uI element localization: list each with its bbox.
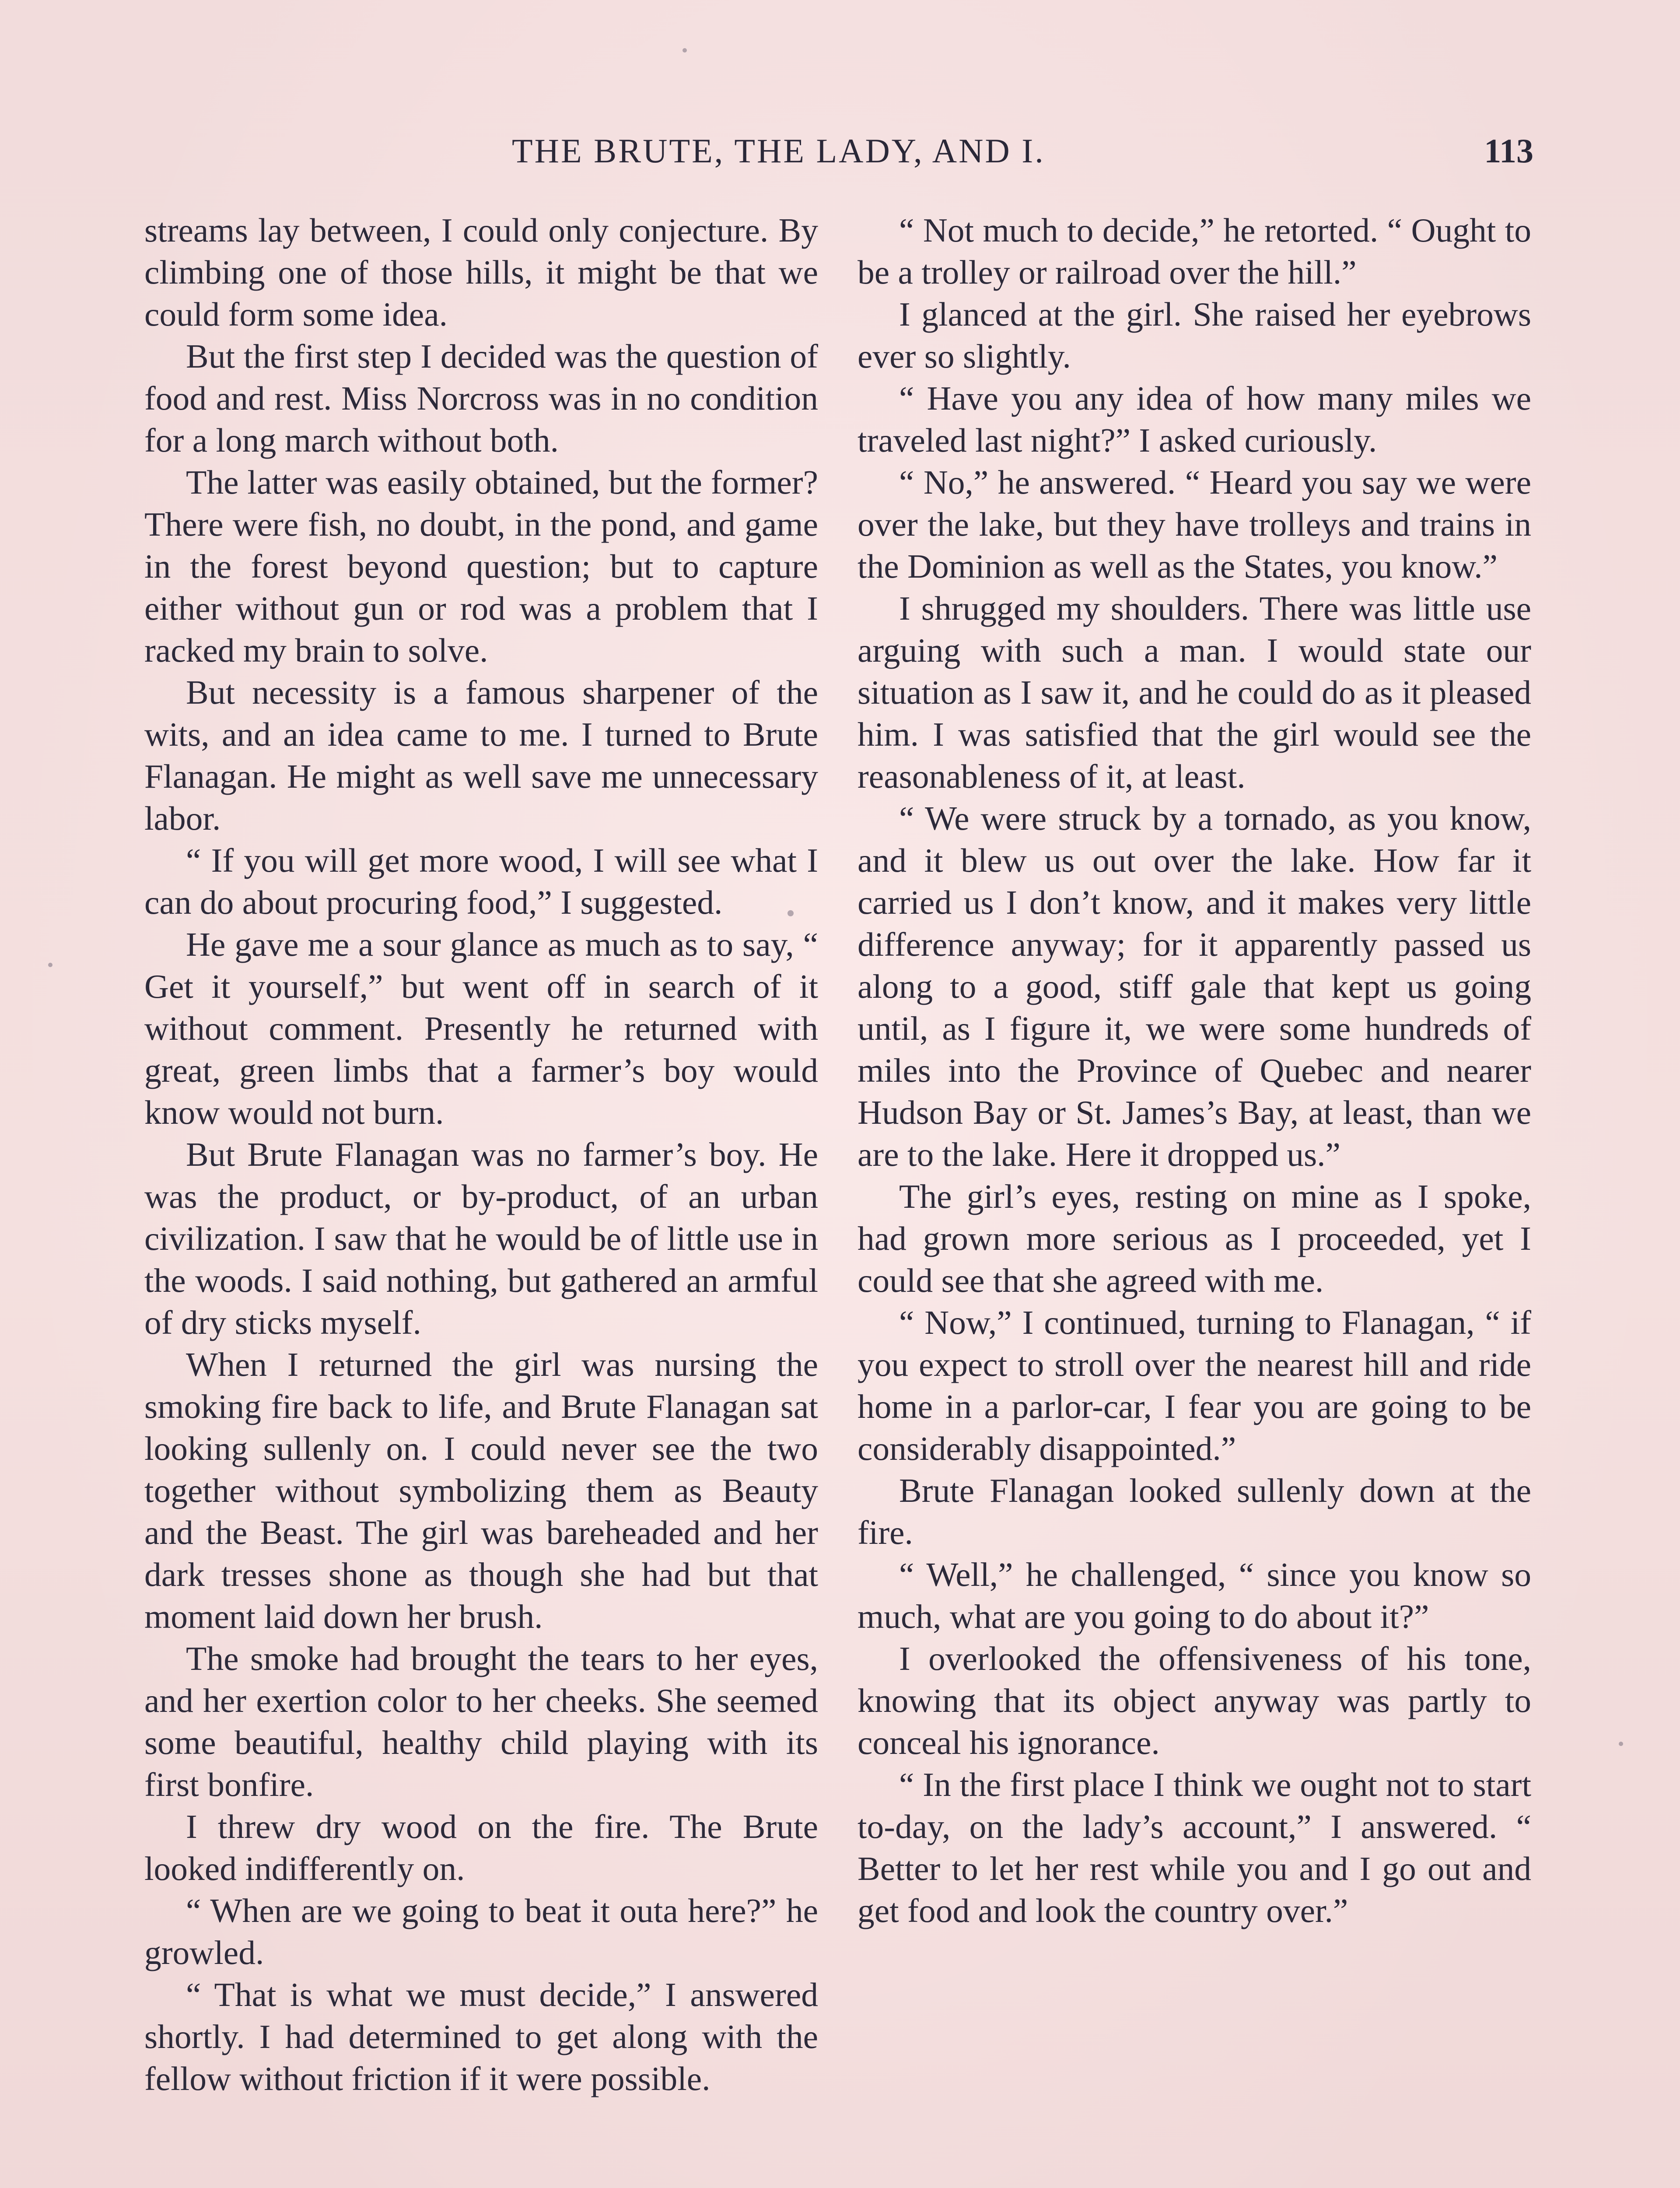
paragraph: The latter was easily obtained, but the former? There were fish, no doubt, in the pond, and game in the forest beyond question; but to capture either without gun or rod was a problem that I racked my brain to solve. [144,463,818,669]
paragraph: “ No,” he answered. “ Heard you say we were over the lake, but they have trolleys and trains in the Dominion as well as the States, you know.” [858,463,1531,585]
left-text-column [144,209,818,2100]
paragraph: “ When are we going to beat it outa here?” he growled. [144,1892,818,1971]
paper-speck [48,963,52,967]
paragraph: “ Have you any idea of how many miles we traveled last night?” I asked curiously. [858,379,1531,459]
paragraph: “ Well,” he challenged, “ since you know so much, what are you going to do about it?” [858,1556,1531,1635]
paragraph: streams lay between, I could only conjecture. By climbing one of those hills, it might be that we could form some idea. [144,211,818,333]
paragraph: When I returned the girl was nursing the smoking fire back to life, and Brute Flanagan sat looking sullenly on. I could never see the two together without symbolizing them as Beauty and the Beast. The girl was bareheaded and her dark tresses shone as though she had but that moment laid down her brush. [144,1346,818,1635]
right-text-column [858,209,1531,1932]
paragraph: I glanced at the girl. She raised her eyebrows ever so slightly. [858,295,1531,375]
paragraph: The girl’s eyes, resting on mine as I spoke, had grown more serious as I proceeded, yet I could see that she agreed with me. [858,1178,1531,1299]
paragraph: “ If you will get more wood, I will see what I can do about procuring food,” I suggested. [144,842,818,921]
paragraph: “ We were struck by a tornado, as you know, and it blew us out over the lake. How far it carried us I don’t know, and it makes very little difference anyway; for it apparently passed us along to a good, stiff gale that kept us going until, as I figure it, we were some hundreds of miles into the Province of Quebec and nearer Hudson Bay or St. James’s Bay, at least, than we are to the lake. Here it dropped us.” [858,799,1531,1173]
running-title: THE BRUTE, THE LADY, AND I. [512,132,1045,170]
paragraph: “ Not much to decide,” he retorted. “ Ought to be a trolley or railroad over the hill.” [858,211,1531,291]
paper-speck [1619,1742,1623,1746]
paragraph: I overlooked the offensiveness of his tone, knowing that its object anyway was partly to conceal his ignorance. [858,1640,1531,1761]
paper-speck [682,48,687,53]
paragraph: I shrugged my shoulders. There was little use arguing with such a man. I would state our situation as I saw it, and he could do as it pleased him. I was satisfied that the girl would see the reasonableness of it, at least. [858,589,1531,795]
paragraph: But necessity is a famous sharpener of the wits, and an idea came to me. I turned to Brute Flanagan. He might as well save me unnecessary labor. [144,673,818,837]
paragraph: “ In the first place I think we ought not to start to-day, on the lady’s account,” I answered. “ Better to let her rest while you and I go out and get food and look the country over.” [858,1766,1531,1929]
paragraph: But Brute Flanagan was no farmer’s boy. He was the product, or by-product, of an urban civilization. I saw that he would be of little use in the woods. I said nothing, but gathered an armful of dry sticks myself. [144,1136,818,1341]
paragraph: The smoke had brought the tears to her eyes, and her exertion color to her cheeks. She seemed some beautiful, healthy child playing with its first bonfire. [144,1640,818,1803]
paragraph: But the first step I decided was the question of food and rest. Miss Norcross was in no condition for a long march without both. [144,337,818,459]
paragraph: He gave me a sour glance as much as to say, “ Get it yourself,” but went off in search of it without comment. Presently he returned with great, green limbs that a farmer’s boy would know would not burn. [144,926,818,1131]
paragraph: I threw dry wood on the fire. The Brute looked indifferently on. [144,1808,818,1887]
paragraph: “ That is what we must decide,” I answered shortly. I had determined to get along with the fellow without friction if it were possible. [144,1976,818,2097]
paper-speck [788,910,794,916]
paragraph: “ Now,” I continued, turning to Flanagan, “ if you expect to stroll over the nearest hill and ride home in a parlor-car, I fear you are going to be considerably disappointed.” [858,1304,1531,1467]
paragraph: Brute Flanagan looked sullenly down at the fire. [858,1472,1531,1551]
page-number: 113 [1484,132,1533,170]
